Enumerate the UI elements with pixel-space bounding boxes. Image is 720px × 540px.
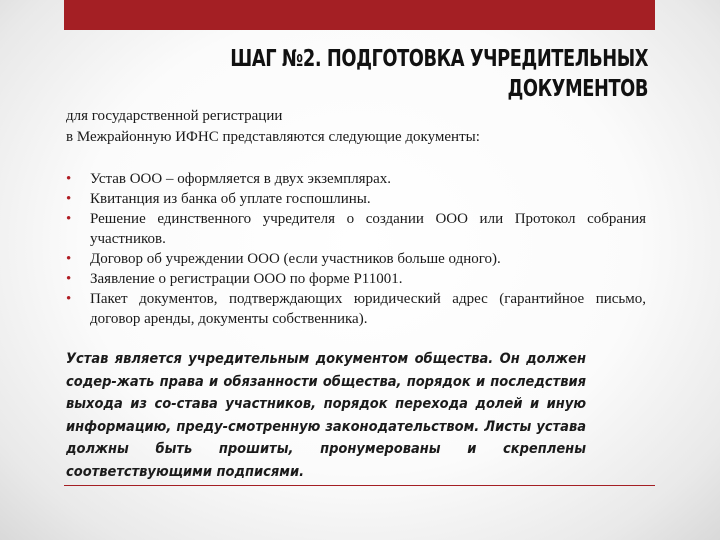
bullet-icon: • <box>66 171 72 187</box>
list-item-text: Пакет документов, подтверждающих юридический адрес (гарантийное письмо, договор аренды, документы собственника). <box>90 291 646 327</box>
bullet-icon: • <box>66 211 72 227</box>
list-item <box>66 269 646 289</box>
top-accent-bar <box>64 0 655 30</box>
list-item <box>66 209 646 249</box>
bullet-icon: • <box>66 271 72 287</box>
list-item-text: Заявление о регистрации ООО по форме Р11001. <box>90 271 403 287</box>
list-item <box>66 249 646 269</box>
title-line-1: ШАГ №2. ПОДГОТОВКА УЧРЕДИТЕЛЬНЫХ <box>230 46 648 72</box>
bullet-icon: • <box>66 291 72 307</box>
charter-note: Устав является учредительным документом общества. Он должен содер-жать права и обязанности общества, порядок и последствия выхода из со-става участников, порядок перехода долей и иную информацию, преду-смотренную законодательством. Листы устава должны быть прошиты, пронумерованы и скреплены соответствующими подписями. <box>66 351 586 480</box>
intro-line-2: в Межрайонную ИФНС представляются следующие документы: <box>66 129 480 145</box>
title-line-2: ДОКУМЕНТОВ <box>507 76 648 102</box>
bullet-icon: • <box>66 251 72 267</box>
bullet-icon: • <box>66 191 72 207</box>
list-item <box>66 189 646 209</box>
list-item-text: Устав ООО – оформляется в двух экземплярах. <box>90 171 391 187</box>
list-item-text: Решение единственного учредителя о создании ООО или Протокол собрания участников. <box>90 211 646 247</box>
list-item <box>66 169 646 189</box>
intro-line-1: для государственной регистрации <box>66 108 283 124</box>
bottom-divider <box>64 485 655 486</box>
list-item-text: Договор об учреждении ООО (если участников больше одного). <box>90 251 501 267</box>
list-item-text: Квитанция из банка об уплате госпошлины. <box>90 191 371 207</box>
documents-list <box>66 169 646 329</box>
page-title <box>201 44 648 104</box>
intro-text <box>66 106 626 148</box>
list-item <box>66 289 646 329</box>
